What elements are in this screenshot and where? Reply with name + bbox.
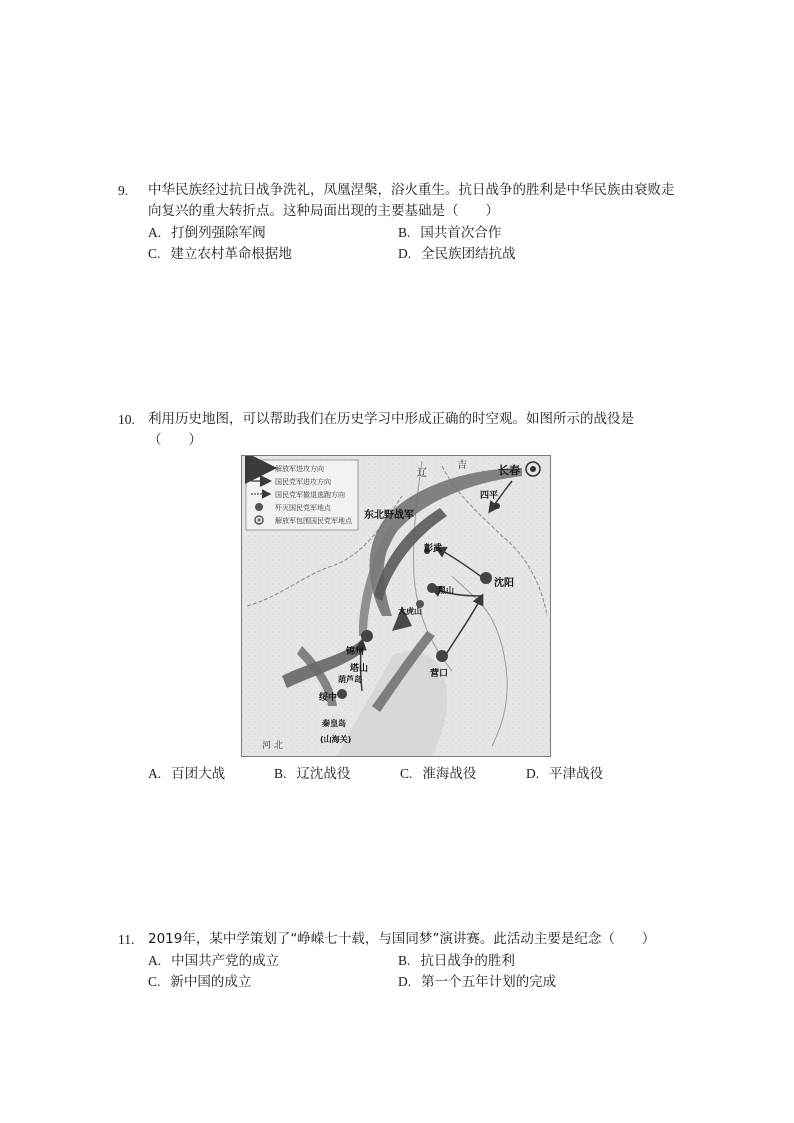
option-letter: B. [274,766,287,781]
legend-text: 歼灭国民党军地点 [275,504,331,512]
legend-symbol [255,503,263,511]
question-text: 利用历史地图，可以帮助我们在历史学习中形成正确的时空观。如图所示的战役是（ ） [148,411,634,448]
option-d[interactable] [398,971,556,993]
option-letter: D. [398,246,412,261]
question-11 [118,929,678,992]
question-text: 中华民族经过抗日战争洗礼，凤凰涅槃，浴火重生。抗日战争的胜利是中华民族由衰败走向复兴的重大转折点。这种局面出现的主要基础是（ ） [148,182,675,219]
option-text: 中国共产党的成立 [171,953,280,969]
option-text: 淮海战役 [422,766,477,782]
option-a[interactable] [148,222,266,244]
label-hebei: 河 北 [262,741,283,751]
option-a[interactable] [148,763,225,785]
options-row [148,763,678,784]
option-text: 平津战役 [549,766,604,782]
jinzhou-marker [361,630,373,642]
yingkou-marker [436,650,448,662]
options-row [148,950,678,971]
label-shenyang: 沈阳 [494,578,514,589]
heishan-marker [427,583,437,593]
option-letter: A. [148,225,162,240]
legend-text: 国民党军撤退逃跑方向 [275,491,345,499]
option-text: 国共首次合作 [420,225,502,241]
option-text: 抗日战争的胜利 [420,953,515,969]
options-row [148,971,678,992]
option-c[interactable] [400,763,476,785]
options-row [148,222,678,243]
battle-map [241,455,551,757]
label-army: 东北野战军 [364,510,414,521]
option-b[interactable] [398,950,515,972]
label-dahushan: 大虎山 [398,607,422,616]
question-text: 2019年，某中学策划了“峥嵘七十载，与国同梦”演讲赛。此活动主要是纪念（ ） [148,931,656,947]
siping-marker [494,503,500,509]
option-b[interactable] [274,763,350,785]
option-c[interactable] [148,243,292,265]
option-letter: C. [148,974,161,989]
option-letter: D. [398,974,412,989]
label-heishan: 黑山 [438,586,454,595]
question-10-options [118,763,678,784]
option-d[interactable] [526,763,603,785]
option-letter: D. [526,766,540,781]
suizhong-marker [337,689,347,699]
option-text: 新中国的成立 [170,974,252,990]
option-text: 第一个五年计划的完成 [421,974,557,990]
label-huludao: 葫芦岛 [338,675,362,684]
question-10 [118,409,678,451]
label-tashan: 塔山 [350,664,369,674]
question-number: 9. [118,183,129,198]
label-shanhaiguan: (山海关) [320,735,352,744]
question-9 [118,180,678,264]
option-letter: A. [148,766,162,781]
changchun-marker-dot [530,466,536,472]
map-svg [242,456,550,756]
label-yingkou: 营口 [430,669,449,679]
option-a[interactable] [148,950,279,972]
label-jilin: 吉 [457,460,467,471]
legend-symbol [258,519,261,522]
option-letter: B. [398,953,411,968]
option-d[interactable] [398,243,516,265]
label-siping: 四平 [480,491,499,501]
option-letter: C. [400,766,413,781]
option-text: 打倒列强除军阀 [171,225,266,241]
legend-text: 解放军包围国民党军地点 [275,517,352,525]
option-c[interactable] [148,971,251,993]
label-qinhuangdao: 秦皇岛 [322,719,346,728]
option-letter: A. [148,953,162,968]
label-zhangwu: 彰武 [424,544,443,554]
option-letter: B. [398,225,411,240]
option-text: 建立农村革命根据地 [170,246,292,262]
question-number: 11. [118,932,135,947]
legend-text: 国民党军进攻方向 [275,478,331,486]
label-changchun: 长春 [498,464,520,477]
option-text: 辽沈战役 [296,766,351,782]
shenyang-marker [480,572,492,584]
option-b[interactable] [398,222,501,244]
option-letter: C. [148,246,161,261]
legend-text: 解放军进攻方向 [275,465,324,473]
label-suizhong: 绥中 [319,693,338,703]
option-text: 百团大战 [171,766,226,782]
label-liao: 辽 [417,468,427,479]
question-number: 10. [118,412,135,427]
option-text: 全民族团结抗战 [421,246,516,262]
options-row [148,243,678,264]
label-jinzhou: 锦州 [346,647,365,657]
